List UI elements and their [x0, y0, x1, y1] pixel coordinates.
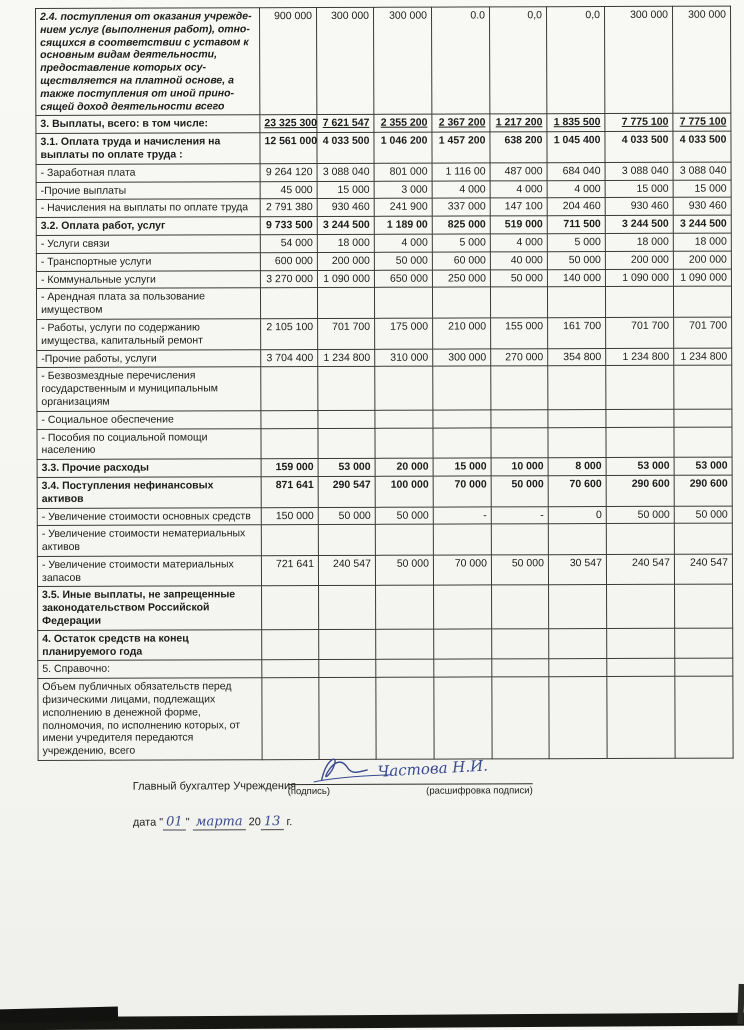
table-row: [36, 286, 731, 319]
row-value: 300 000: [604, 6, 672, 114]
row-value: 1 045 400: [547, 132, 605, 163]
row-value: [675, 676, 733, 758]
row-value: 20 000: [375, 458, 433, 476]
row-value: [549, 585, 607, 629]
row-value: 684 040: [547, 162, 605, 180]
row-value: 240 547: [674, 554, 732, 585]
row-value: 270 000: [491, 348, 548, 366]
row-value: [548, 427, 606, 458]
row-value: 204 460: [547, 198, 605, 216]
row-label: - Увеличение стоимости нематериальных активов: [37, 525, 261, 556]
table-row: [37, 554, 732, 587]
row-value: 300 000: [433, 348, 491, 366]
row-label: 3.3. Прочие расходы: [37, 459, 261, 478]
row-value: 4 033 500: [605, 131, 673, 162]
row-value: 50 000: [491, 476, 548, 507]
row-value: 2 355 200: [374, 114, 432, 132]
row-value: [492, 585, 549, 629]
row-value: [376, 660, 434, 678]
row-value: [375, 366, 433, 410]
row-value: 4 000: [374, 234, 432, 252]
row-value: 23 325 300: [260, 115, 317, 133]
row-value: [262, 586, 319, 630]
row-value: 50 000: [491, 555, 548, 586]
row-label: - Увеличение стоимости материальных запасов: [37, 556, 261, 587]
row-value: 1 090 000: [605, 269, 673, 287]
row-value: [607, 677, 675, 759]
row-value: 1 046 200: [374, 132, 432, 163]
row-value: [318, 410, 375, 428]
table-row: [38, 585, 733, 631]
row-value: 900 000: [260, 8, 317, 116]
row-value: 60 000: [432, 252, 490, 270]
row-value: -: [491, 506, 548, 524]
row-value: 5 000: [432, 234, 490, 252]
row-value: [319, 660, 376, 678]
row-value: 18 000: [673, 233, 731, 251]
row-value: 701 700: [606, 317, 674, 348]
row-value: [261, 525, 318, 556]
date-quote: ": [185, 816, 190, 829]
row-value: [675, 659, 733, 677]
row-value: 290 600: [606, 475, 674, 506]
row-value: 9 264 120: [260, 163, 317, 181]
row-value: 519 000: [490, 216, 547, 234]
row-value: 240 547: [318, 555, 375, 586]
row-value: 300 000: [317, 7, 374, 115]
row-value: -: [433, 506, 491, 524]
budget-table-body: [36, 6, 734, 760]
row-value: 1 090 000: [317, 270, 374, 288]
row-value: 3 704 400: [261, 349, 318, 367]
date-suffix: г.: [286, 816, 293, 829]
row-value: [607, 659, 675, 677]
row-value: 9 733 500: [260, 217, 317, 235]
row-value: [674, 409, 732, 427]
date-word: дата ": [132, 816, 164, 829]
row-value: 711 500: [547, 216, 605, 234]
row-value: 240 547: [606, 554, 674, 585]
row-label: - Пособия по социальной помощи населению: [37, 428, 261, 459]
date-year-prefix: 20: [248, 816, 261, 829]
row-label: - Начисления на выплаты по оплате труда: [36, 199, 260, 218]
row-value: [491, 427, 548, 458]
row-value: 200 000: [673, 251, 731, 269]
row-value: 1 234 800: [674, 348, 732, 366]
table-row: [37, 475, 732, 508]
row-label: -Прочие выплаты: [36, 181, 260, 200]
row-value: 159 000: [261, 459, 318, 477]
row-value: [548, 366, 606, 410]
row-value: 7 775 100: [673, 113, 731, 131]
row-value: [549, 677, 607, 759]
row-value: 250 000: [432, 269, 490, 287]
row-value: [261, 410, 318, 428]
row-value: 70 000: [433, 476, 491, 507]
signature-area: [287, 751, 533, 798]
row-value: 0: [548, 506, 606, 524]
row-value: 15 000: [673, 180, 731, 198]
row-label: 2.4. поступления от оказания учрежде-нием услуг (выполнения работ), отно-сящихся в соответствии с уставом к основным видам деятельности, предоставление которых осу-ществляется на платной основе, а также поступления от иной прино-сящей доход деятельности всего: [36, 8, 260, 116]
table-row: [37, 317, 732, 350]
row-value: 354 800: [548, 348, 606, 366]
row-value: 638 200: [490, 132, 547, 163]
row-value: [434, 629, 492, 660]
signature-name: Частова Н.И.: [377, 756, 489, 781]
row-value: 200 000: [317, 252, 374, 270]
row-value: [548, 409, 606, 427]
row-value: 4 000: [490, 180, 547, 198]
row-value: 2 791 380: [260, 199, 317, 217]
row-value: [674, 365, 732, 409]
row-value: 30 547: [548, 554, 606, 585]
row-value: 70 600: [548, 475, 606, 506]
row-value: 200 000: [605, 251, 673, 269]
row-value: [319, 678, 376, 760]
row-value: 18 000: [605, 233, 673, 251]
signature-decode-caption: (расшифровка подписи): [426, 785, 533, 797]
row-value: 50 000: [547, 251, 605, 269]
row-label: - Транспортные услуги: [36, 252, 260, 271]
budget-table: [35, 6, 734, 761]
row-value: [433, 524, 491, 555]
row-value: [375, 524, 433, 555]
table-row: [37, 523, 732, 556]
row-value: 801 000: [374, 163, 432, 181]
row-value: 50 000: [374, 252, 432, 270]
row-value: [492, 629, 549, 660]
row-value: [260, 288, 317, 319]
row-value: 3 270 000: [260, 270, 317, 288]
row-value: [375, 428, 433, 459]
row-value: 3 088 040: [605, 162, 673, 180]
row-value: 15 000: [317, 181, 374, 199]
row-value: [376, 677, 434, 759]
row-value: [674, 523, 732, 554]
row-value: 53 000: [606, 457, 674, 475]
row-value: [492, 677, 549, 759]
row-value: [606, 409, 674, 427]
row-value: 53 000: [674, 457, 732, 475]
signature-captions: [288, 785, 533, 797]
row-value: [262, 660, 319, 678]
row-value: 100 000: [375, 476, 433, 507]
row-value: 1 116 00: [432, 163, 490, 181]
row-value: 930 460: [605, 198, 673, 216]
row-value: [433, 427, 491, 458]
row-value: 50 000: [606, 506, 674, 524]
row-label: 3.2. Оплата работ, услуг: [36, 217, 260, 236]
row-value: [605, 287, 673, 318]
row-value: 3 000: [374, 181, 432, 199]
row-value: [606, 366, 674, 410]
row-value: [491, 409, 548, 427]
row-label: 4. Остаток средств на конец планируемого года: [38, 630, 262, 661]
row-value: [262, 678, 319, 760]
row-value: 7 621 547: [317, 115, 374, 133]
row-value: 4 000: [432, 180, 490, 198]
scanner-edge-right: [737, 984, 744, 1024]
row-value: [433, 366, 491, 410]
row-value: 337 000: [432, 198, 490, 216]
row-value: 650 000: [374, 270, 432, 288]
row-value: [317, 288, 374, 319]
row-value: [374, 287, 432, 318]
row-label: 3.1. Оплата труда и начисления на выплаты по оплате труда :: [36, 133, 260, 164]
row-value: 290 600: [674, 475, 732, 506]
row-value: [261, 367, 318, 411]
row-value: 18 000: [317, 234, 374, 252]
row-value: 10 000: [491, 458, 548, 476]
row-value: 161 700: [548, 317, 606, 348]
row-value: 1 457 200: [432, 132, 490, 163]
row-value: 600 000: [260, 252, 317, 270]
date-month-handwritten: марта: [193, 814, 246, 830]
row-value: 3 244 500: [317, 216, 374, 234]
row-value: 50 000: [375, 507, 433, 525]
row-value: [318, 525, 375, 556]
row-value: 15 000: [605, 180, 673, 198]
row-value: 50 000: [375, 555, 433, 586]
row-label: - Социальное обеспечение: [37, 410, 261, 429]
row-label: - Услуги связи: [36, 235, 260, 254]
row-value: 140 000: [547, 269, 605, 287]
row-value: [673, 286, 731, 317]
date-year-handwritten: 13: [261, 814, 284, 830]
row-value: 210 000: [433, 318, 491, 349]
row-value: 150 000: [261, 507, 318, 525]
row-value: [376, 629, 434, 660]
row-value: [606, 427, 674, 458]
row-value: [491, 366, 548, 410]
row-value: [607, 585, 675, 629]
row-value: 930 460: [317, 199, 374, 217]
row-value: 300 000: [672, 6, 730, 114]
row-value: [491, 524, 548, 555]
row-label: Объем публичных обязательств перед физическими лицами, подлежащих исполнению в денежной форме, полномочия, по исполнению которых, от имени учредителя передаются учреждению, всего: [38, 678, 262, 761]
row-value: 1 090 000: [673, 269, 731, 287]
row-value: [607, 628, 675, 659]
row-value: [262, 629, 319, 660]
row-value: [434, 677, 492, 759]
row-value: 290 547: [318, 476, 375, 507]
row-value: [318, 367, 375, 411]
row-value: [432, 287, 490, 318]
row-value: 310 000: [375, 349, 433, 367]
table-row: [37, 427, 732, 460]
row-value: [674, 427, 732, 458]
row-value: 50 000: [318, 507, 375, 525]
row-value: [318, 428, 375, 459]
row-value: 1 189 00: [374, 216, 432, 234]
row-value: 70 000: [433, 555, 491, 586]
row-label: -Прочие работы, услуги: [37, 349, 261, 368]
row-value: 5 000: [547, 233, 605, 251]
row-value: [549, 659, 607, 677]
table-row: [38, 676, 733, 760]
row-label: - Коммунальные услуги: [36, 270, 260, 289]
row-value: 53 000: [318, 458, 375, 476]
row-value: [375, 410, 433, 428]
row-label: - Работы, услуги по содержанию имущества, капитальный ремонт: [37, 319, 261, 350]
chief-accountant-label: Главный бухгалтер Учреждения: [132, 780, 297, 793]
row-value: 701 700: [674, 317, 732, 348]
row-label: 3.5. Иные выплаты, не запрещенные законодательством Российской Федерации: [38, 586, 262, 630]
row-value: 40 000: [490, 251, 547, 269]
table-row: [37, 365, 732, 411]
row-value: 4 000: [490, 234, 547, 252]
row-value: [547, 287, 605, 318]
row-value: 1 835 500: [547, 114, 605, 132]
row-value: [319, 629, 376, 660]
table-row: [36, 131, 731, 164]
document-content: [35, 6, 738, 837]
row-label: - Заработная плата: [36, 163, 260, 182]
row-label: 5. Справочно:: [38, 660, 262, 679]
row-value: 2 367 200: [432, 114, 490, 132]
row-value: 175 000: [375, 318, 433, 349]
row-value: 0.0: [431, 7, 489, 115]
date-line: [133, 814, 292, 830]
row-value: 50 000: [490, 269, 547, 287]
row-value: 4 033 500: [673, 131, 731, 162]
row-value: [549, 628, 607, 659]
row-value: 147 100: [490, 198, 547, 216]
row-value: 54 000: [260, 234, 317, 252]
row-value: 4 000: [547, 180, 605, 198]
row-value: 2 105 100: [261, 318, 318, 349]
row-value: [376, 586, 434, 630]
row-value: [606, 524, 674, 555]
row-value: 3 244 500: [673, 215, 731, 233]
row-value: 3 244 500: [605, 215, 673, 233]
row-value: 871 641: [261, 476, 318, 507]
row-value: 701 700: [318, 318, 375, 349]
row-value: [434, 585, 492, 629]
row-value: [675, 585, 733, 629]
row-value: [319, 586, 376, 630]
row-value: 825 000: [432, 216, 490, 234]
row-value: 50 000: [674, 506, 732, 524]
row-value: 721 641: [261, 555, 318, 586]
row-value: 241 900: [374, 198, 432, 216]
row-value: [261, 428, 318, 459]
table-row: [36, 6, 731, 116]
row-value: 15 000: [433, 458, 491, 476]
row-value: 12 561 000: [260, 133, 317, 164]
row-value: 7 775 100: [605, 114, 673, 132]
scanner-edge-corner: [0, 1007, 118, 1024]
row-value: 3 088 040: [317, 163, 374, 181]
row-value: 4 033 500: [317, 132, 374, 163]
row-value: [490, 287, 547, 318]
row-label: - Арендная плата за пользование имуществом: [36, 288, 260, 319]
table-row: [38, 628, 733, 661]
row-value: 45 000: [260, 181, 317, 199]
row-value: [434, 659, 492, 677]
row-value: 0,0: [489, 7, 546, 115]
row-value: [492, 659, 549, 677]
row-value: [548, 524, 606, 555]
signature-block: [38, 756, 733, 837]
row-label: 3.4. Поступления нефинансовых активов: [37, 477, 261, 508]
row-value: 930 460: [673, 197, 731, 215]
row-value: [433, 410, 491, 428]
row-value: [675, 628, 733, 659]
date-day-handwritten: 01: [163, 815, 186, 831]
row-value: 155 000: [491, 318, 548, 349]
row-value: 487 000: [490, 162, 547, 180]
row-label: - Безвозмездные перечисления государственным и муниципальным организациям: [37, 367, 261, 411]
row-value: 1 234 800: [606, 348, 674, 366]
row-value: 1 217 200: [490, 114, 547, 132]
row-label: - Увеличение стоимости основных средств: [37, 507, 261, 526]
row-value: 8 000: [548, 458, 606, 476]
row-value: 1 234 800: [318, 349, 375, 367]
row-value: 300 000: [373, 7, 431, 115]
row-value: 3 088 040: [673, 162, 731, 180]
signature-caption: (подпись): [287, 786, 331, 798]
row-label: 3. Выплаты, всего: в том числе:: [36, 115, 260, 134]
row-value: 0,0: [546, 7, 604, 115]
